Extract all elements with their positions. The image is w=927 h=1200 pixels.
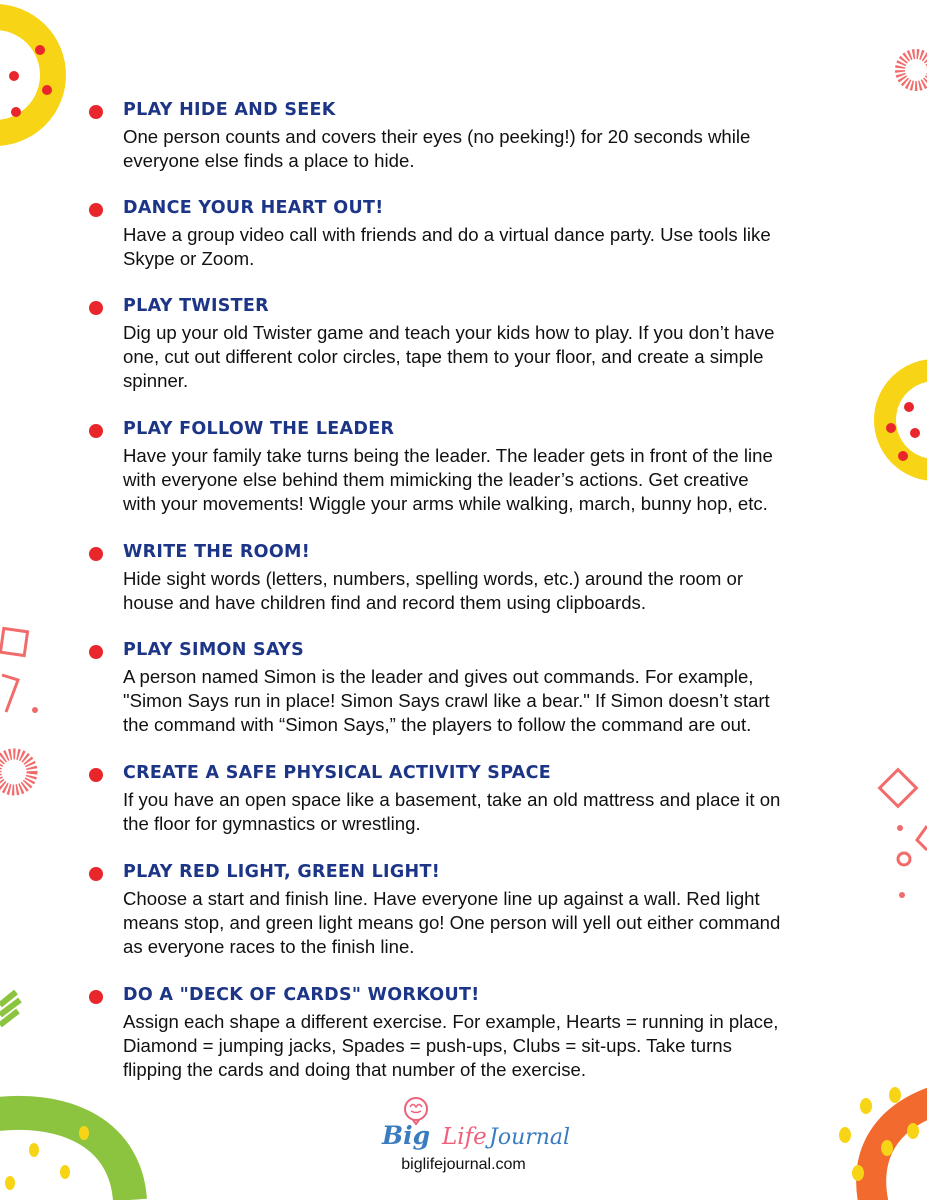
description-line: Have your family take turns being the leader. The leader gets in front of the line: [123, 445, 773, 466]
activity-title: PLAY TWISTER: [123, 296, 269, 316]
red-dot-icon: [89, 301, 103, 315]
description-line: Hide sight words (letters, numbers, spelling words, etc.) around the room or: [123, 568, 744, 589]
activity-title: DANCE YOUR HEART OUT!: [123, 198, 384, 218]
activity-title: PLAY RED LIGHT, GREEN LIGHT!: [123, 862, 440, 882]
description-line: flipping the cards and doing that number of the exercise.: [123, 1059, 587, 1081]
description-line: everyone else finds a place to hide.: [123, 150, 415, 172]
red-dot-icon: [89, 547, 103, 561]
description-line: "Simon Says run in place! Simon Says crawl like a bear." If Simon doesn’t start: [123, 690, 770, 712]
footer-url[interactable]: biglifejournal.com: [401, 1156, 526, 1173]
description-line: as everyone races to the finish line.: [123, 936, 415, 958]
activity-description: [123, 788, 780, 836]
red-dot-icon: [89, 990, 103, 1004]
description-line: If you have an open space like a basement, take an old mattress and place it on: [123, 789, 781, 810]
activity-title: CREATE A SAFE PHYSICAL ACTIVITY SPACE: [123, 763, 551, 783]
activity-description: [123, 223, 771, 271]
description-line: Dig up your old Twister game and teach your kids how to play. If you don’t have: [123, 322, 775, 343]
activity-description: [123, 1010, 778, 1083]
activity-title: PLAY FOLLOW THE LEADER: [123, 419, 395, 439]
description-line: Have a group video call with friends and do a virtual dance party. Use tools like: [123, 224, 771, 245]
red-dot-icon: [89, 203, 103, 217]
description-line: one, cut out different color circles, tape them to your floor, and create a simple: [123, 346, 764, 368]
description-line: with your movements! Wiggle your arms while walking, march, bunny hop, etc.: [123, 493, 768, 515]
activity-title: PLAY HIDE AND SEEK: [123, 100, 336, 120]
red-dot-icon: [89, 105, 103, 119]
red-dot-icon: [89, 424, 103, 438]
description-line: A person named Simon is the leader and gives out commands. For example,: [123, 666, 754, 687]
logo-word-life: Life: [442, 1124, 487, 1150]
big-life-journal-logo[interactable]: [380, 1096, 570, 1152]
activity-title: PLAY SIMON SAYS: [123, 640, 305, 660]
description-line: spinner.: [123, 370, 189, 392]
activity-description: [123, 665, 770, 738]
activity-title: WRITE THE ROOM!: [123, 542, 311, 562]
logo-word-big: Big: [382, 1121, 431, 1150]
red-dot-icon: [89, 867, 103, 881]
activity-description: [123, 444, 773, 517]
description-line: Skype or Zoom.: [123, 248, 255, 270]
description-line: the floor for gymnastics or wrestling.: [123, 813, 421, 835]
activity-description: [123, 125, 750, 173]
description-line: means stop, and green light means go! One person will yell out either command: [123, 912, 781, 934]
activity-description: [123, 321, 775, 394]
description-line: Choose a start and finish line. Have everyone line up against a wall. Red light: [123, 888, 760, 909]
description-line: One person counts and covers their eyes (no peeking!) for 20 seconds while: [123, 126, 751, 147]
description-line: the command with “Simon Says,” the players to follow the command are out.: [123, 714, 752, 736]
logo-word-journal: Journal: [489, 1125, 570, 1150]
red-dot-icon: [89, 645, 103, 659]
description-line: house and have children find and record them using clipboards.: [123, 592, 647, 614]
description-line: with everyone else behind them mimicking the leader’s actions. Get creative: [123, 469, 749, 491]
activity-description: [123, 887, 780, 960]
description-line: Diamond = jumping jacks, Spades = push-ups, Clubs = sit-ups. Take turns: [123, 1035, 732, 1057]
red-dot-icon: [89, 768, 103, 782]
activity-title: DO A "DECK OF CARDS" WORKOUT!: [123, 985, 480, 1005]
description-line: Assign each shape a different exercise. For example, Hearts = running in place,: [123, 1011, 779, 1032]
activity-description: [123, 567, 743, 615]
